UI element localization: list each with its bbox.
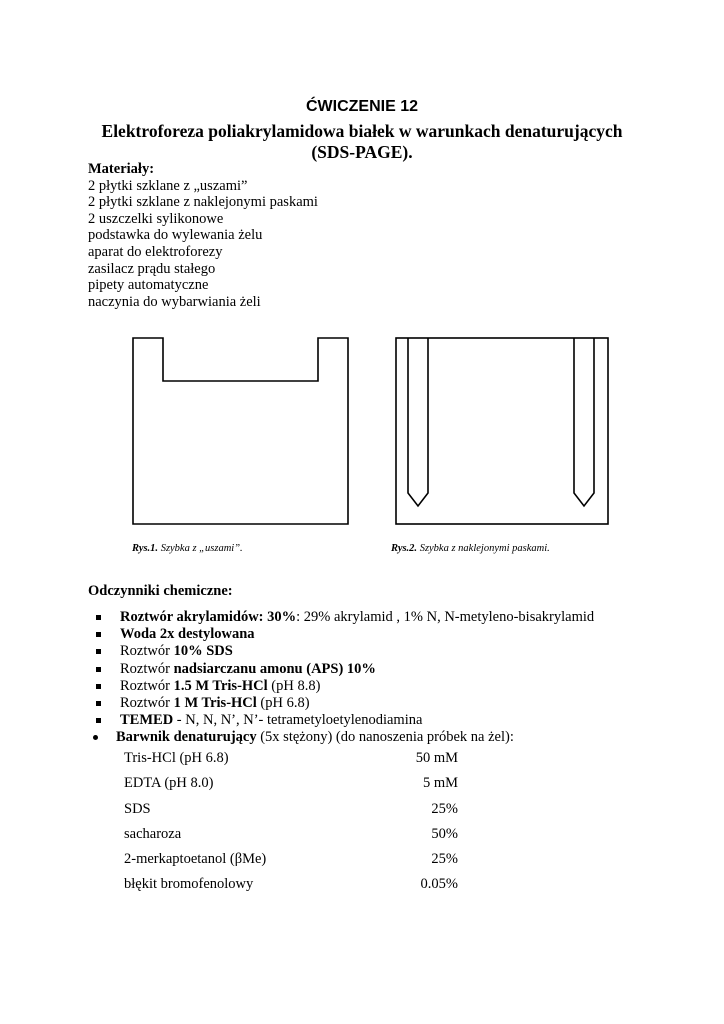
component-value: 25% (431, 800, 458, 817)
component-name: Tris-HCl (pH 6.8) (124, 750, 229, 766)
reagents-heading: Odczynniki chemiczne: (88, 583, 233, 599)
figure-2-caption (391, 543, 550, 554)
component-value: 50% (431, 825, 458, 842)
component-value: 5 mM (422, 775, 458, 792)
reagents-list (96, 609, 594, 747)
square-bullet-icon (96, 649, 101, 654)
table-row (124, 750, 464, 775)
exercise-subtitle: Elektroforeza poliakrylamidowa białek w warunkach denaturujących (SDS-PAGE). (101, 121, 623, 162)
list-item (96, 643, 594, 660)
reagent-text: (pH 8.8) (267, 677, 321, 694)
reagent-name: TEMED (120, 712, 174, 729)
reagent-text: Roztwór (120, 660, 174, 677)
component-name: sacharoza (124, 825, 182, 842)
reagent-text: (pH 6.8) (256, 695, 310, 712)
table-row (124, 826, 464, 851)
square-bullet-icon (96, 667, 101, 672)
materials-heading: Materiały: (88, 161, 155, 177)
figure-1-text: Szybka z „uszami”. (160, 543, 243, 554)
buffer-composition-table (124, 750, 464, 902)
reagent-name: Woda 2x destylowana (120, 626, 255, 643)
materials-item: 2 uszczelki sylikonowe (88, 210, 224, 227)
figures-svg (0, 330, 724, 560)
list-item (96, 661, 594, 678)
reagent-text: Roztwór (120, 677, 174, 694)
buffer-text: (5x stężony) (do nanoszenia próbek na żel): (256, 729, 514, 746)
component-value: 0.05% (420, 876, 458, 893)
materials-item: pipety automatyczne (88, 277, 209, 294)
table-row (124, 851, 464, 876)
component-name: błękit bromofenolowy (124, 876, 254, 893)
figure-2-number: Rys.2. (391, 543, 418, 554)
table-row (124, 801, 464, 826)
reagent-name: 1 M Tris-HCl (173, 695, 257, 712)
table-row (124, 876, 464, 901)
square-bullet-icon (96, 632, 101, 637)
reagent-name: 10% SDS (173, 643, 233, 660)
square-bullet-icon (96, 718, 101, 723)
materials-item: zasilacz prądu stałego (88, 260, 216, 277)
list-item (96, 609, 594, 626)
materials-section (88, 161, 318, 310)
square-bullet-icon (96, 684, 101, 689)
materials-item: aparat do elektroforezy (88, 243, 223, 260)
square-bullet-icon (96, 701, 101, 706)
reagent-text: - N, N, N’, N’- tetrametyloetylenodiamina (173, 712, 423, 729)
materials-item: 2 płytki szklane z naklejonymi paskami (88, 194, 318, 211)
reagent-name: 1.5 M Tris-HCl (173, 677, 268, 694)
reagent-name: Roztwór akrylamidów: 30% (120, 609, 297, 625)
round-bullet-icon (93, 735, 98, 740)
component-name: 2-merkaptoetanol (βMe) (124, 851, 267, 868)
figure-2-text: Szybka z naklejonymi paskami. (419, 543, 550, 554)
reagent-text: Roztwór (120, 695, 174, 712)
list-item (96, 678, 594, 695)
glass-plate-with-ears-figure (133, 338, 348, 524)
exercise-title: ĆWICZENIE 12 (305, 98, 418, 115)
glass-plate-with-strips-figure (396, 338, 608, 524)
table-row (124, 775, 464, 800)
buffer-name: Barwnik denaturujący (116, 729, 257, 746)
reagent-text: Roztwór (120, 643, 174, 660)
materials-item: 2 płytki szklane z „uszami” (88, 177, 248, 194)
list-item (96, 626, 594, 643)
square-bullet-icon (96, 615, 101, 620)
materials-item: podstawka do wylewania żelu (88, 227, 263, 244)
reagent-name: nadsiarczanu amonu (APS) 10% (173, 660, 376, 677)
list-item (96, 712, 594, 729)
component-value: 50 mM (415, 750, 458, 766)
component-value: 25% (431, 851, 458, 868)
list-item (96, 695, 594, 712)
list-item (96, 729, 594, 746)
figure-1-caption (132, 543, 243, 554)
materials-item: naczynia do wybarwiania żeli (88, 293, 261, 310)
component-name: SDS (124, 800, 151, 817)
component-name: EDTA (pH 8.0) (124, 775, 214, 792)
reagent-text: : 29% akrylamid , 1% N, N-metyleno-bisakrylamid (296, 609, 595, 625)
figure-1-number: Rys.1. (132, 543, 159, 554)
